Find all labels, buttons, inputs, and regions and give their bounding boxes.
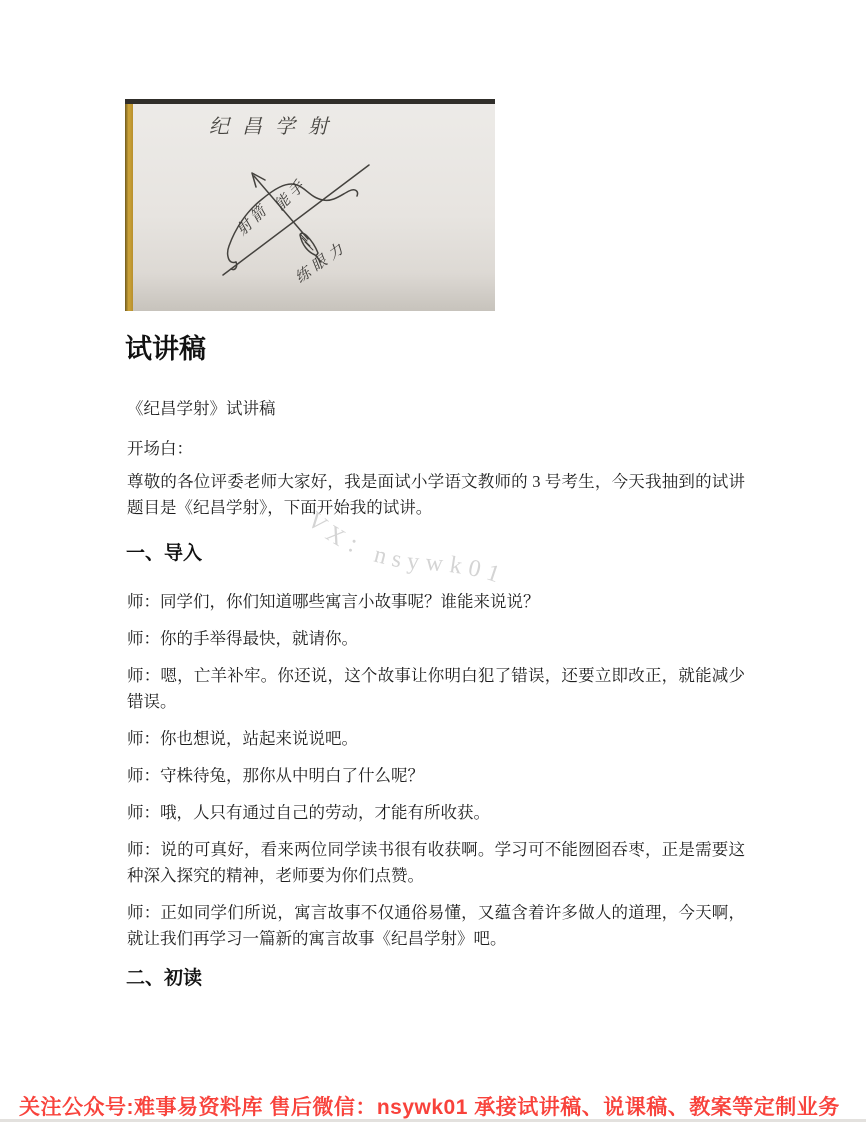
teacher-line: 师：说的可真好，看来两位同学读书很有收获啊。学习可不能囫囵吞枣，正是需要这种深入探究的精神，老师要为你们点赞。 xyxy=(127,840,745,885)
label-bow-upper: 能手 xyxy=(271,176,311,215)
opening-paragraph: 尊敬的各位评委老师大家好，我是面试小学语文教师的 3 号考生，今天我抽到的试讲题目是《纪昌学射》，下面开始我的试讲。 xyxy=(127,472,745,517)
teacher-line: 师：守株待兔，那你从中明白了什么呢？ xyxy=(127,766,424,785)
footer-text: 关注公众号:难事易资料库 售后微信：nsywk01 承接试讲稿、说课稿、教案等定制业务 xyxy=(19,1096,840,1119)
teacher-line: 师：你也想说，站起来说说吧。 xyxy=(127,729,358,748)
subtitle: 《纪昌学射》试讲稿 xyxy=(127,399,276,418)
teacher-line: 师：你的手举得最快，就请你。 xyxy=(127,629,358,648)
teacher-line: 师：正如同学们所说，寓言故事不仅通俗易懂，又蕴含着许多做人的道理，今天啊，就让我们再学习一篇新的寓言故事《纪昌学射》吧。 xyxy=(127,903,745,948)
sketch-photo xyxy=(125,99,495,311)
teacher-line: 师：嗯，亡羊补牢。你还说，这个故事让你明白犯了错误，还要立即改正，就能减少错误。 xyxy=(127,666,745,711)
photo-top-edge xyxy=(125,99,495,104)
opening-label: 开场白： xyxy=(127,439,193,458)
footer-banner xyxy=(0,1089,866,1122)
teacher-line: 师：同学们，你们知道哪些寓言小故事呢？谁能来说说？ xyxy=(127,592,540,611)
document-body xyxy=(127,333,745,991)
label-bow-lower: 射箭 xyxy=(233,201,273,240)
label-arrow: 练眼力 xyxy=(292,238,351,287)
teacher-line: 师：哦，人只有通过自己的劳动，才能有所收获。 xyxy=(127,803,490,822)
watermark-text: VX：nsywk01 xyxy=(301,508,510,591)
page-title: 试讲稿 xyxy=(125,334,206,364)
section-heading-lead-in: 一、导入 xyxy=(126,543,203,564)
sketch-drawing xyxy=(125,99,495,311)
section-heading-first-read: 二、初读 xyxy=(126,968,203,989)
sketch-title: 纪昌学射 xyxy=(209,116,341,138)
notebook-spine xyxy=(125,99,133,311)
